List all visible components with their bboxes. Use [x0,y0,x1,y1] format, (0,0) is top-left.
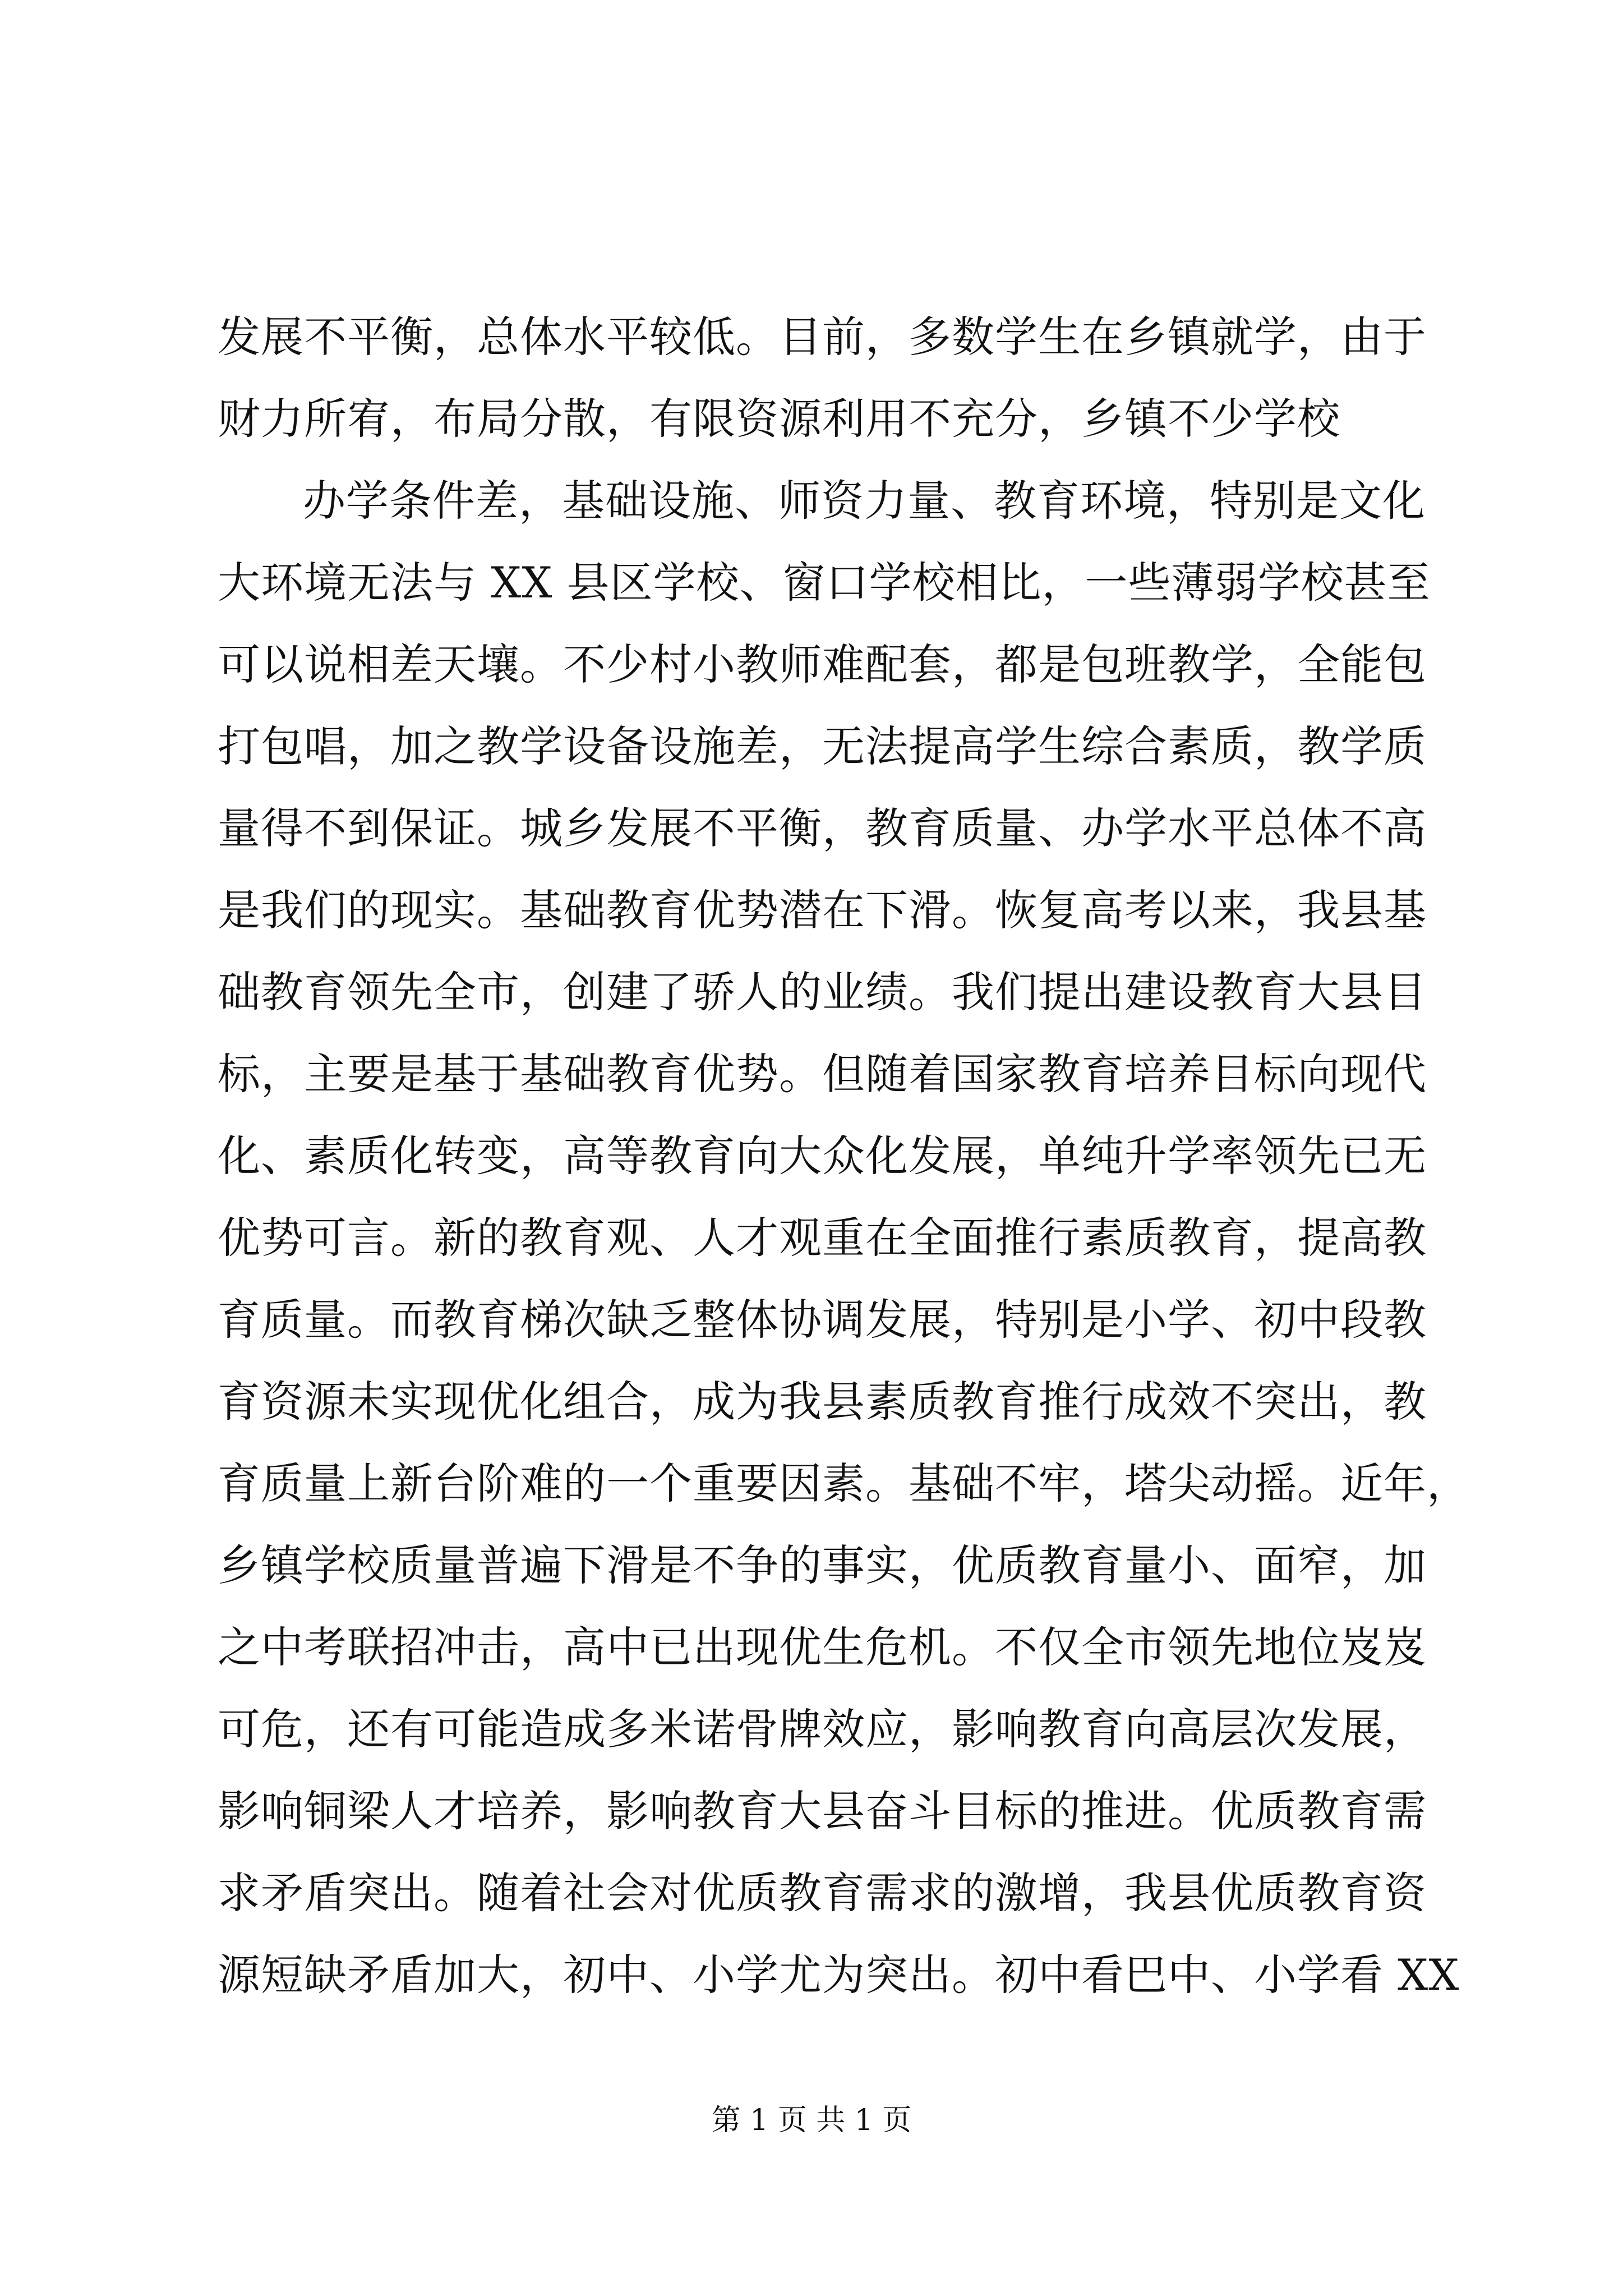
text-line: 是我们的现实。基础教育优势潜在下滑。恢复高考以来，我县基 [218,885,1427,935]
text-line: 育质量上新台阶难的一个重要因素。基础不牢，塔尖动摇。近年， [218,1458,1470,1508]
body-text [218,296,1470,2016]
page-footer [0,2101,1623,2140]
text-line: 优势可言。新的教育观、人才观重在全面推行素质教育，提高教 [218,1213,1427,1263]
text-line: 影响铜梁人才培养，影响教育大县奋斗目标的推进。优质教育需 [218,1786,1427,1836]
text-line: 乡镇学校质量普遍下滑是不争的事实，优质教育量小、面窄，加 [218,1540,1427,1590]
text-line: 源短缺矛盾加大，初中、小学尤为突出。初中看巴中、小学看 XX [218,1950,1460,2000]
text-line: 发展不平衡，总体水平较低。目前，多数学生在乡镇就学，由于 [218,312,1427,362]
text-line: 之中考联招冲击，高中已出现优生危机。不仅全市领先地位岌岌 [218,1622,1427,1672]
text-line: 可危，还有可能造成多米诺骨牌效应，影响教育向高层次发展， [218,1704,1427,1754]
text-line: 础教育领先全市，创建了骄人的业绩。我们提出建设教育大县目 [218,967,1427,1017]
text-line: 办学条件差，基础设施、师资力量、教育环境，特别是文化 [303,476,1426,526]
text-line: 大环境无法与 XX 县区学校、窗口学校相比，一些薄弱学校甚至 [218,558,1431,608]
text-line: 标，主要是基于基础教育优势。但随着国家教育培养目标向现代 [218,1049,1427,1099]
text-line: 化、素质化转变，高等教育向大众化发展，单纯升学率领先已无 [218,1131,1427,1181]
text-line: 打包唱，加之教学设备设施差，无法提高学生综合素质，教学质 [218,721,1427,771]
text-line: 可以说相差天壤。不少村小教师难配套，都是包班教学，全能包 [218,639,1427,689]
text-line: 育资源未实现优化组合，成为我县素质教育推行成效不突出，教 [218,1377,1427,1427]
text-line: 求矛盾突出。随着社会对优质教育需求的激增，我县优质教育资 [218,1868,1427,1918]
text-line: 育质量。而教育梯次缺乏整体协调发展，特别是小学、初中段教 [218,1295,1427,1345]
page-number-label: 第 1 页 共 1 页 [711,2104,912,2137]
text-line: 财力所宥，布局分散，有限资源利用不充分，乡镇不少学校 [218,394,1340,444]
text-line: 量得不到保证。城乡发展不平衡，教育质量、办学水平总体不高 [218,803,1427,853]
